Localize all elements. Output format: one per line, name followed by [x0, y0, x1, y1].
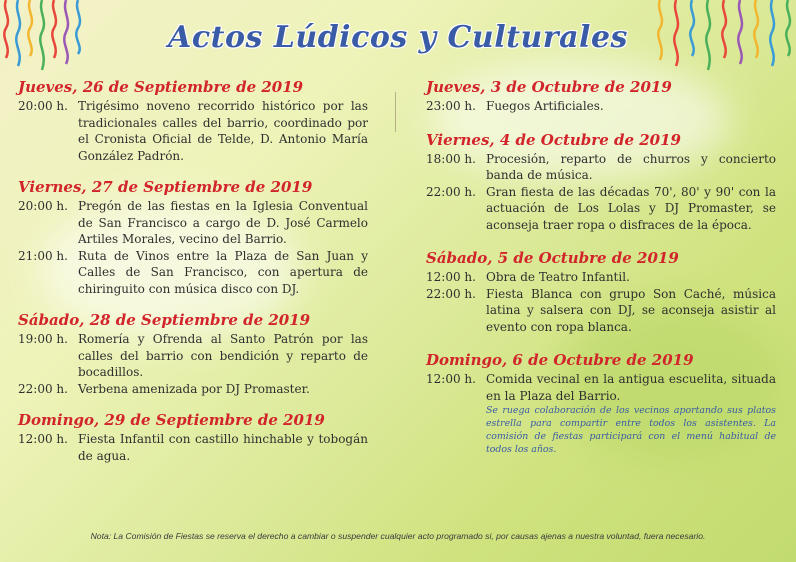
event-description: Obra de Teatro Infantil. — [486, 270, 630, 284]
right-column — [426, 78, 776, 468]
day-heading: Jueves, 3 de Octubre de 2019 — [426, 78, 672, 96]
event-description: Romería y Ofrenda al Santo Patrón por las calles del barrio con bendición y reparto de bocadillos. — [78, 332, 368, 379]
event-row — [18, 198, 368, 248]
event-description: Fiesta Blanca con grupo Son Caché, música latina y salsera con DJ, se aconseja asistir al evento con ropa blanca. — [486, 286, 776, 334]
event-time: 19:00 h. — [18, 332, 68, 346]
event-row — [18, 331, 368, 381]
event-row — [18, 431, 368, 464]
day-heading: Viernes, 27 de Septiembre de 2019 — [18, 178, 313, 196]
event-row — [18, 381, 368, 398]
day-heading: Viernes, 4 de Octubre de 2019 — [426, 130, 681, 149]
event-time: 20:00 h. — [18, 99, 68, 113]
event-time: 22:00 h. — [426, 286, 476, 301]
day-heading: Sábado, 5 de Octubre de 2019 — [426, 249, 679, 267]
day-block — [18, 178, 368, 297]
left-column — [18, 78, 368, 476]
event-row — [426, 184, 776, 234]
day-block — [426, 351, 776, 456]
day-heading: Sábado, 28 de Septiembre de 2019 — [18, 311, 311, 329]
day-heading: Jueves, 26 de Septiembre de 2019 — [18, 78, 304, 96]
day-heading: Domingo, 6 de Octubre de 2019 — [426, 351, 694, 369]
event-description: Verbena amenizada por DJ Promaster. — [78, 381, 310, 396]
event-row — [426, 371, 776, 404]
event-row — [18, 98, 368, 164]
event-row — [426, 98, 776, 115]
event-time: 12:00 h. — [426, 270, 476, 284]
day-block — [426, 249, 776, 335]
event-row — [426, 269, 776, 286]
event-time: 12:00 h. — [18, 432, 68, 446]
event-time: 21:00 h. — [18, 248, 68, 263]
day-heading: Domingo, 29 de Septiembre de 2019 — [18, 411, 325, 429]
event-time: 18:00 h. — [426, 151, 476, 166]
event-row — [426, 151, 776, 184]
page-title: Actos Lúdicos y Culturales — [168, 20, 628, 55]
event-description: Procesión, reparto de churros y concierto banda de música. — [486, 151, 776, 182]
day-block — [426, 78, 776, 115]
event-row — [426, 286, 776, 336]
event-description: Comida vecinal en la antigua escuelita, situada en la Plaza del Barrio. — [486, 372, 776, 403]
day-block — [18, 311, 368, 397]
event-description: Ruta de Vinos entre la Plaza de San Juan y Calles de San Francisco, con apertura de chiringuito con música disco con DJ. — [78, 248, 368, 296]
column-divider — [395, 92, 396, 132]
day-block — [18, 411, 368, 464]
footer-note: Nota: La Comisión de Fiestas se reserva el derecho a cambiar o suspender cualquier acto programado si, por causas ajenas a nuestra voluntad, fuera necesario. — [90, 531, 706, 541]
event-time: 22:00 h. — [18, 381, 68, 396]
day-block — [426, 131, 776, 234]
event-description: Trigésimo noveno recorrido histórico por las tradicionales calles del barrio, coordinado por el Cronista Oficial de Telde, D. Antonio María González Padrón. — [78, 99, 368, 163]
event-time: 23:00 h. — [426, 99, 476, 113]
event-description: Fuegos Artificiales. — [486, 99, 604, 113]
event-time: 20:00 h. — [18, 199, 68, 213]
event-description: Fiesta Infantil con castillo hinchable y tobogán de agua. — [78, 432, 368, 463]
event-time: 12:00 h. — [426, 372, 476, 386]
event-row — [18, 248, 368, 298]
event-description: Gran fiesta de las décadas 70', 80' y 90' con la actuación de Los Lolas y DJ Promaster, se aconseja traer ropa o disfraces de la época. — [486, 184, 776, 232]
event-time: 22:00 h. — [426, 184, 476, 199]
event-note: Se ruega colaboración de los vecinos aportando sus platos estrella para compartir entre todos los asistentes. La comisión de fiestas participará con el menú habitual de todos los años. — [486, 405, 776, 455]
day-block — [18, 78, 368, 164]
event-description: Pregón de las fiestas en la Iglesia Conventual de San Francisco a cargo de D. José Carmelo Artiles Morales, vecino del Barrio. — [78, 199, 368, 246]
